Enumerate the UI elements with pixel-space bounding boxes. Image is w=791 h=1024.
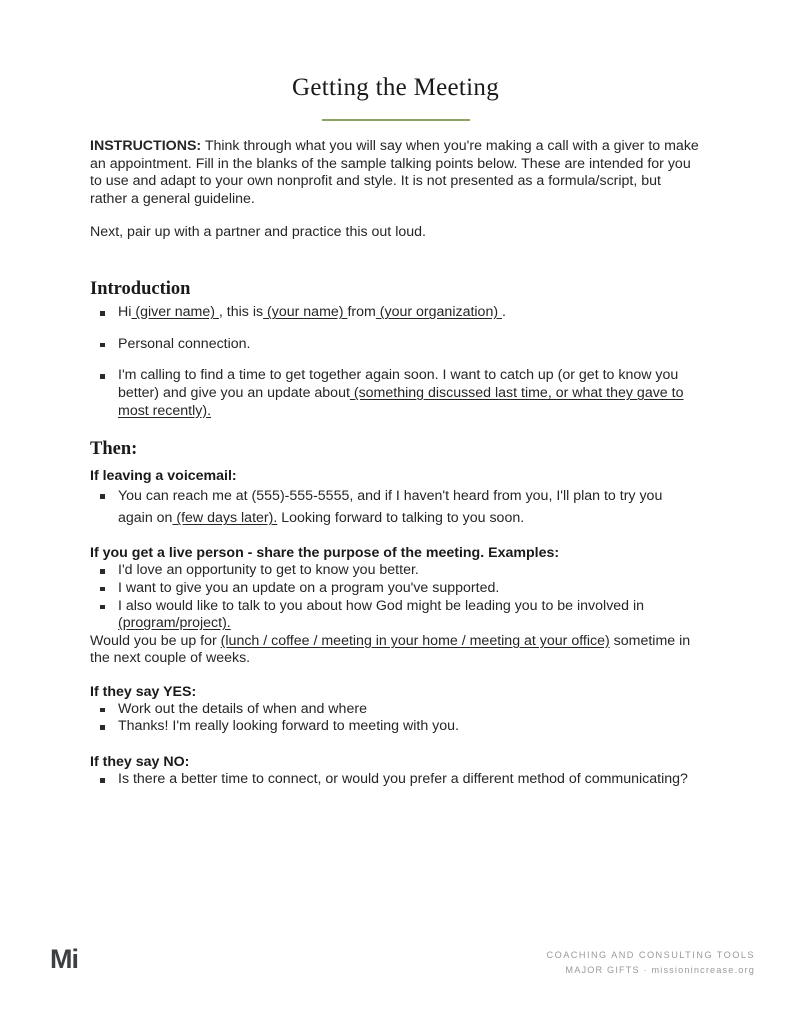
list-item: I want to give you an update on a program you've supported. xyxy=(90,580,700,598)
no-bullet-list xyxy=(90,771,700,789)
list-item xyxy=(90,485,700,529)
list-item xyxy=(90,304,700,322)
intro-b1-mid2: from xyxy=(347,304,376,321)
title-block xyxy=(0,74,791,121)
footer-line-2: MAJOR GIFTS · missionincrease.org xyxy=(565,965,755,975)
page-footer xyxy=(0,934,791,1024)
intro-b1-pre: Hi xyxy=(118,304,132,321)
closing-pre: Would you be up for xyxy=(90,632,221,649)
closing-post: sometime in the next couple of weeks. xyxy=(90,632,691,667)
heading-if-no: If they say NO: xyxy=(90,754,190,771)
blank-program-project: (program/project). xyxy=(118,615,231,632)
blank-your-organization: (your organization) xyxy=(375,304,502,321)
list-item xyxy=(90,598,700,633)
mission-increase-logo: Mi xyxy=(50,944,78,974)
closing-ask-line xyxy=(90,633,700,668)
footer-line-1: COACHING AND CONSULTING TOOLS xyxy=(546,950,755,960)
footer-attribution xyxy=(547,948,755,978)
instructions-label: INSTRUCTIONS: xyxy=(90,138,202,154)
instructions-next-line: Next, pair up with a partner and practice this out loud. xyxy=(90,224,426,241)
heading-live-person: If you get a live person - share the purpose of the meeting. Examples: xyxy=(90,545,560,562)
intro-b3-pre: I'm calling to find a time to get together again soon. I want to catch up (or get to know you better) and give you an update about xyxy=(118,367,679,401)
live-b3-pre: I also would like to talk to you about how God might be leading you to be involved in xyxy=(118,597,645,614)
list-item: Thanks! I'm really looking forward to meeting with you. xyxy=(90,718,700,736)
heading-introduction: Introduction xyxy=(90,278,191,299)
blank-few-days-later: (few days later). xyxy=(172,510,278,527)
blank-something-discussed: (something discussed last time, or what they gave to most recently). xyxy=(118,384,684,419)
intro-b1-mid: , this is xyxy=(218,304,264,321)
blank-giver-name: (giver name) xyxy=(131,304,219,321)
page-title: Getting the Meeting xyxy=(291,74,500,101)
blank-meeting-options: (lunch / coffee / meeting in your home / meeting at your office) xyxy=(220,632,610,649)
heading-then: Then: xyxy=(90,439,138,460)
voicemail-post: Looking forward to talking to you soon. xyxy=(277,510,525,527)
intro-b1-end: . xyxy=(502,304,506,321)
voicemail-bullet-list xyxy=(90,485,700,529)
blank-your-name: (your name) xyxy=(263,304,348,321)
list-item: Work out the details of when and where xyxy=(90,701,700,719)
title-divider xyxy=(322,119,470,121)
introduction-bullet-list xyxy=(90,304,700,420)
list-item: Personal connection. xyxy=(90,336,700,354)
yes-bullet-list xyxy=(90,701,700,736)
heading-if-yes: If they say YES: xyxy=(90,683,197,700)
document-body xyxy=(90,138,700,789)
voicemail-pre: You can reach me at (555)-555-5555, and if I haven't heard from you, I'll plan to try you again on xyxy=(118,488,663,527)
list-item xyxy=(90,367,700,420)
instructions-text: Think through what you will say when you're making a call with a giver to make an appointment. Fill in the blanks of the sample talking points below. These are intended for you to use and adapt to your own nonprofit and style. It is not presented as a formula/script, but rather a general guideline. xyxy=(90,138,699,207)
live-person-bullet-list xyxy=(90,562,700,632)
instructions-paragraph xyxy=(90,138,700,208)
heading-voicemail: If leaving a voicemail: xyxy=(90,468,237,485)
list-item: Is there a better time to connect, or would you prefer a different method of communicating? xyxy=(90,771,700,789)
list-item: I'd love an opportunity to get to know you better. xyxy=(90,562,700,580)
